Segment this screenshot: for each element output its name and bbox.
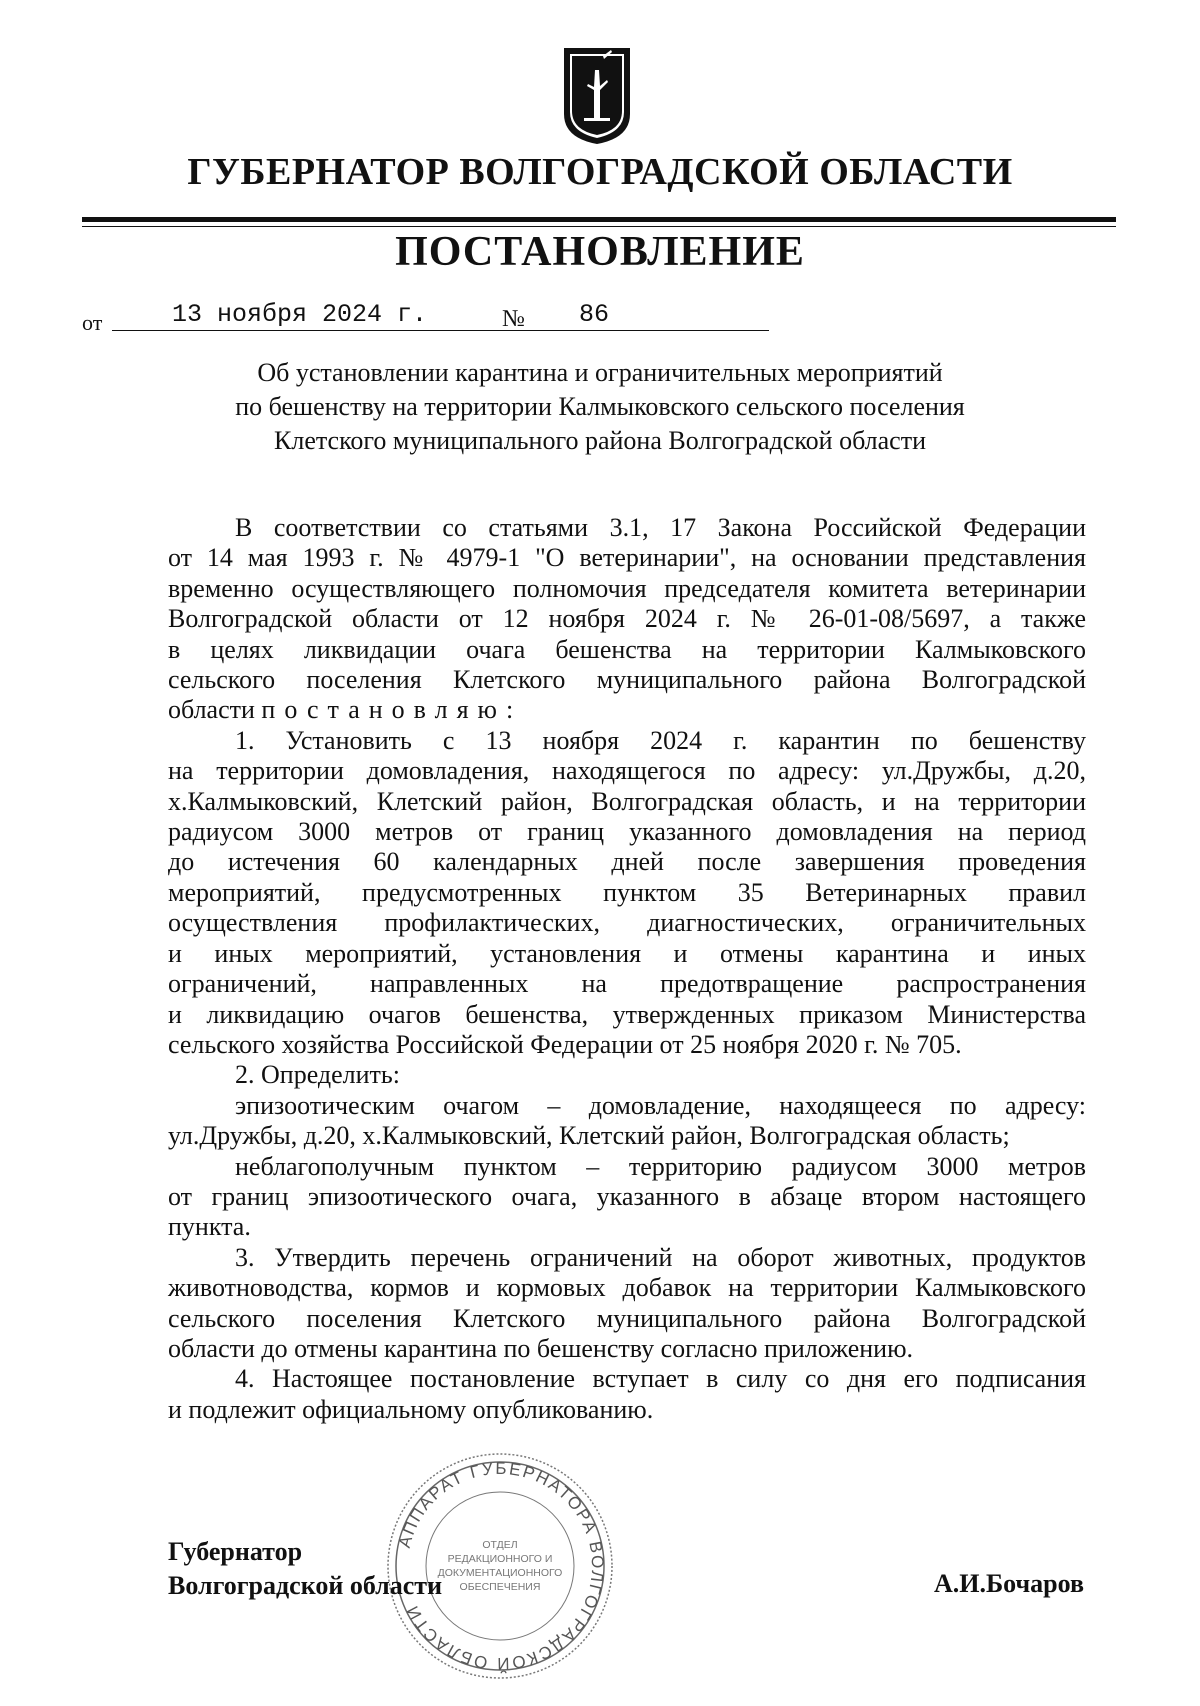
body-line: неблагополучным пунктом – территорию радиусом 3000 метров [235,1151,1086,1181]
header-rule-thin [82,226,1116,227]
header-rule-thick [82,217,1116,222]
body-line: пункта. [168,1212,251,1242]
body-line: и ликвидацию очагов бешенства, утвержденных приказом Министерства [168,999,1086,1029]
body-line: 1. Установить с 13 ноября 2024 г. карантин по бешенству [235,725,1086,755]
date-prefix: от [82,310,103,335]
coat-of-arms-icon [562,46,632,146]
number-sign: № [502,306,525,332]
body-line: животноводства, кормов и кормовых добавок на территории Калмыковского [168,1273,1086,1303]
body-line: и иных мероприятий, установления и отмены карантина и иных [168,938,1086,968]
body-line: радиусом 3000 метров от границ указанного домовладения на период [168,817,1086,847]
body-line: 4. Настоящее постановление вступает в силу со дня его подписания [235,1364,1086,1394]
body-line: сельского поселения Клетского муниципального района Волгоградской [168,1303,1086,1333]
body-line: Волгоградской области от 12 ноября 2024 г. № 26-01-08/5697, а также [168,604,1086,634]
body-line: до истечения 60 календарных дней после завершения проведения [168,847,1086,877]
svg-text:ОБЕСПЕЧЕНИЯ: ОБЕСПЕЧЕНИЯ [459,1581,541,1593]
body-line: осуществления профилактических, диагностических, ограничительных [168,908,1086,938]
body-line: х.Калмыковский, Клетский район, Волгоградская область, и на территории [168,786,1086,816]
body-line: от границ эпизоотического очага, указанного в абзаце втором настоящего [168,1181,1086,1211]
number-field [529,300,769,331]
body-line: в целях ликвидации очага бешенства на территории Калмыковского [168,634,1086,664]
body-line: В соответствии со статьями 3.1, 17 Закона Российской Федерации [235,513,1086,542]
body-line: эпизоотическим очагом – домовладение, находящееся по адресу: [235,1090,1086,1120]
governor-heading: ГУБЕРНАТОР ВОЛГОГРАДСКОЙ ОБЛАСТИ [187,151,1013,193]
body-line: 3. Утвердить перечень ограничений на оборот животных, продуктов [235,1242,1086,1272]
svg-text:РЕДАКЦИОННОГО И: РЕДАКЦИОННОГО И [447,1553,553,1565]
body-line: 2. Определить: [235,1060,400,1090]
body-line: временно осуществляющего полномочия председателя комитета ветеринарии [168,573,1086,603]
preamble-last-word: области [168,695,255,725]
signatory-position [168,1535,442,1603]
position-line: Волгоградской области [168,1571,443,1600]
subject-line: Клетского муниципального района Волгоградской области [274,426,926,455]
signatory-name: А.И.Бочаров [933,1569,1084,1598]
number-value: 86 [579,300,610,329]
subject-line: Об установлении карантина и ограничительных мероприятий [257,358,943,387]
document-subject [0,356,1200,458]
body-line: области до отмены карантина по бешенству согласно приложению. [168,1333,914,1363]
date-number-line [82,300,702,336]
body-line: мероприятий, предусмотренных пунктом 35 Ветеринарных правил [168,877,1086,907]
body-line: от 14 мая 1993 г. № 4979-1 "О ветеринарии", на основании представления [168,543,1086,573]
body-line: сельского поселения Клетского муниципального района Волгоградской [168,665,1086,695]
body-line [168,695,1086,725]
position-line: Губернатор [168,1537,303,1566]
body-line: на территории домовладения, находящегося по адресу: ул.Дружбы, д.20, [168,756,1086,786]
document-body [168,513,1086,1425]
body-line: и подлежит официальному опубликованию. [168,1394,654,1424]
svg-text:ОТДЕЛ: ОТДЕЛ [482,1539,518,1551]
body-line: ограничений, направленных на предотвращение распространения [168,969,1086,999]
subject-line: по бешенству на территории Калмыковского сельского поселения [235,392,965,421]
body-line: ул.Дружбы, д.20, х.Калмыковский, Клетский район, Волгоградская область; [168,1121,1010,1151]
decree-word: постановляю: [261,695,523,725]
body-line: сельского хозяйства Российской Федерации от 25 ноября 2020 г. № 705. [168,1029,962,1059]
document-type-title: ПОСТАНОВЛЕНИЕ [395,229,805,275]
svg-text:ДОКУМЕНТАЦИОННОГО: ДОКУМЕНТАЦИОННОГО [437,1567,563,1579]
date-value: 13 ноября 2024 г. [172,300,428,329]
svg-text:АППАРАТ ГУБЕРНАТОРА ВОЛГОГРАДС: АППАРАТ ГУБЕРНАТОРА ВОЛГОГРАДСКОЙ ОБЛАСТИ [394,1458,608,1674]
